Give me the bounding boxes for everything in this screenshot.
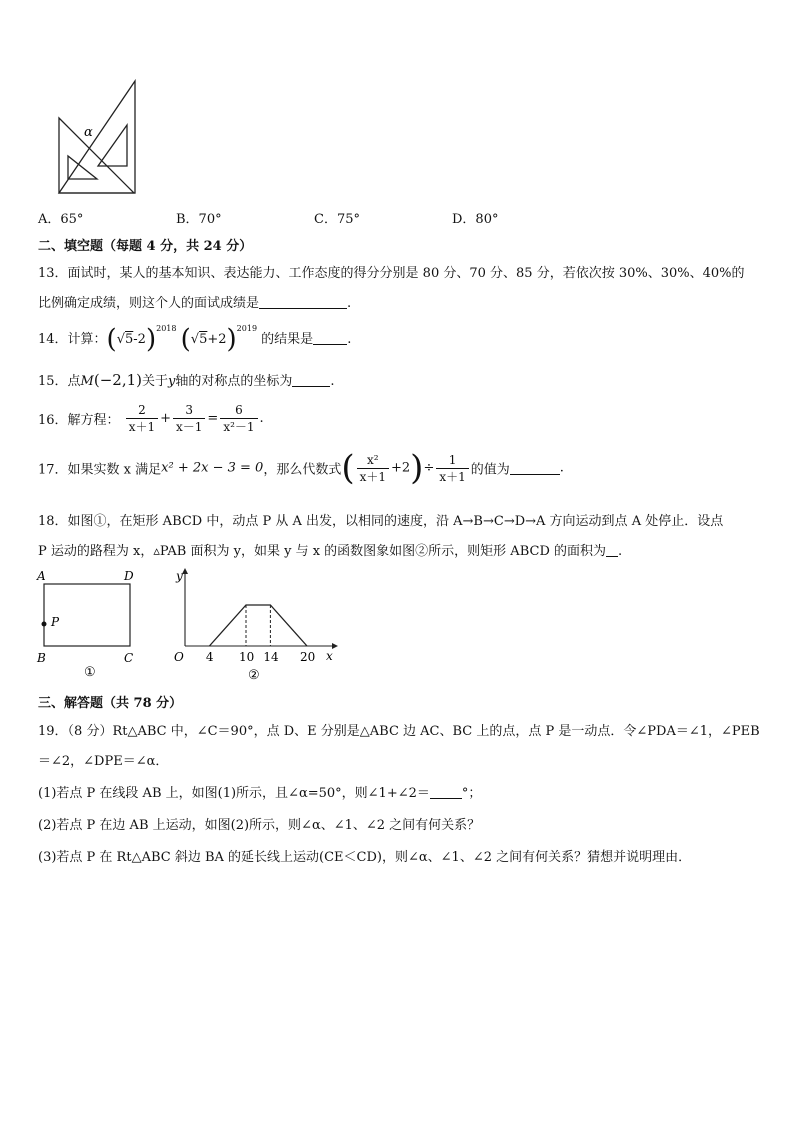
q14-line: 14．计算：$(√5-2)^{2018}$ $(√5+2)^{2019}$ 的结果是 . [38, 324, 352, 355]
answer-blank[interactable] [430, 786, 462, 799]
function-graph [170, 564, 340, 686]
graph-line [209, 605, 307, 646]
q13-line2: 比例确定成绩，则这个人的面试成绩是 . [38, 296, 352, 311]
q19-line1: 19．（8 分）Rt△ABC 中，∠C＝90°，点 D、E 分别是△ABC 边 AC、BC 上的点，点 P 是一动点．令∠PDA＝∠1，∠PEB [38, 724, 760, 739]
section-2-heading: 二、填空题（每题 4 分，共 24 分） [38, 239, 253, 254]
tick-label-20: 20 [300, 650, 316, 664]
option-b: B．70° [176, 212, 222, 227]
y-axis-arrow [182, 568, 188, 574]
tick-label-10: 10 [239, 650, 255, 664]
label-x: x [326, 649, 333, 663]
x-axis-arrow [332, 643, 338, 649]
option-a: A．65° [38, 212, 84, 227]
q19-line2: ＝∠2，∠DPE＝∠α． [38, 754, 169, 769]
answer-blank[interactable] [292, 374, 330, 387]
answer-blank[interactable] [259, 296, 347, 309]
label-y: y [176, 569, 183, 583]
q18-line2: P 运动的路程为 x，▵PAB 面积为 y，如果 y 与 x 的函数图象如图②所示，则矩形 ABCD 的面积为 . [38, 544, 623, 559]
label-b: B [37, 651, 46, 665]
option-c: C．75° [314, 212, 360, 227]
label-c: C [124, 651, 134, 665]
tick-label-14: 14 [263, 650, 279, 664]
q19-part1: (1)若点 P 在线段 AB 上，如图(1)所示，且∠α=50°，则∠1+∠2＝ °； [38, 786, 482, 801]
label-p: P [51, 615, 60, 629]
set-square-figure [55, 78, 140, 198]
large-triangle-outer [59, 81, 135, 193]
q16-line: 16．解方程： $\frac{2}{x+1}$ + $\frac{3}{x-1}$ = $\frac{6}{\text{x²－1}}$ . [38, 403, 264, 434]
answer-blank[interactable] [510, 462, 560, 475]
large-triangle-inner [98, 125, 127, 166]
figure-2-caption: ② [248, 668, 260, 683]
label-d: D [124, 569, 134, 583]
answer-blank[interactable] [313, 332, 347, 345]
answer-blank[interactable] [606, 544, 618, 557]
option-d: D．80° [452, 212, 499, 227]
q17-line: 17．如果实数 x 满足x² + 2x − 3 = 0，那么代数式( $\frac{\text{x²}}{x+1}$ +2)÷ $\frac{1}{x+1}$ 的值为 . [38, 448, 564, 488]
second-triangle-outer [59, 118, 134, 193]
q19-part2: (2)若点 P 在边 AB 上运动，如图(2)所示，则∠α、∠1、∠2 之间有何关系？ [38, 818, 481, 833]
figure-1-caption: ① [84, 665, 96, 680]
alpha-label: α [84, 125, 93, 140]
q15-line: 15．点M(−2,1)关于y轴的对称点的坐标为 . [38, 371, 335, 389]
label-origin: O [174, 650, 184, 664]
q19-part3: (3)若点 P 在 Rt△ABC 斜边 BA 的延长线上运动(CE＜CD)，则∠α、∠1、∠2 之间有何关系？猜想并说明理由． [38, 850, 692, 865]
rectangle-figure [34, 566, 144, 682]
label-a: A [37, 569, 46, 583]
q18-line1: 18．如图①，在矩形 ABCD 中，动点 P 从 A 出发，以相同的速度，沿 A→B→C→D→A 方向运动到点 A 处停止．设点 [38, 514, 724, 529]
section-3-heading: 三、解答题（共 78 分） [38, 696, 183, 711]
q13-line1: 13．面试时，某人的基本知识、表达能力、工作态度的得分分别是 80 分、70 分、85 分，若依次按 30%、30%、40%的 [38, 266, 745, 281]
point-p-dot [42, 622, 47, 627]
tick-label-4: 4 [205, 650, 214, 664]
